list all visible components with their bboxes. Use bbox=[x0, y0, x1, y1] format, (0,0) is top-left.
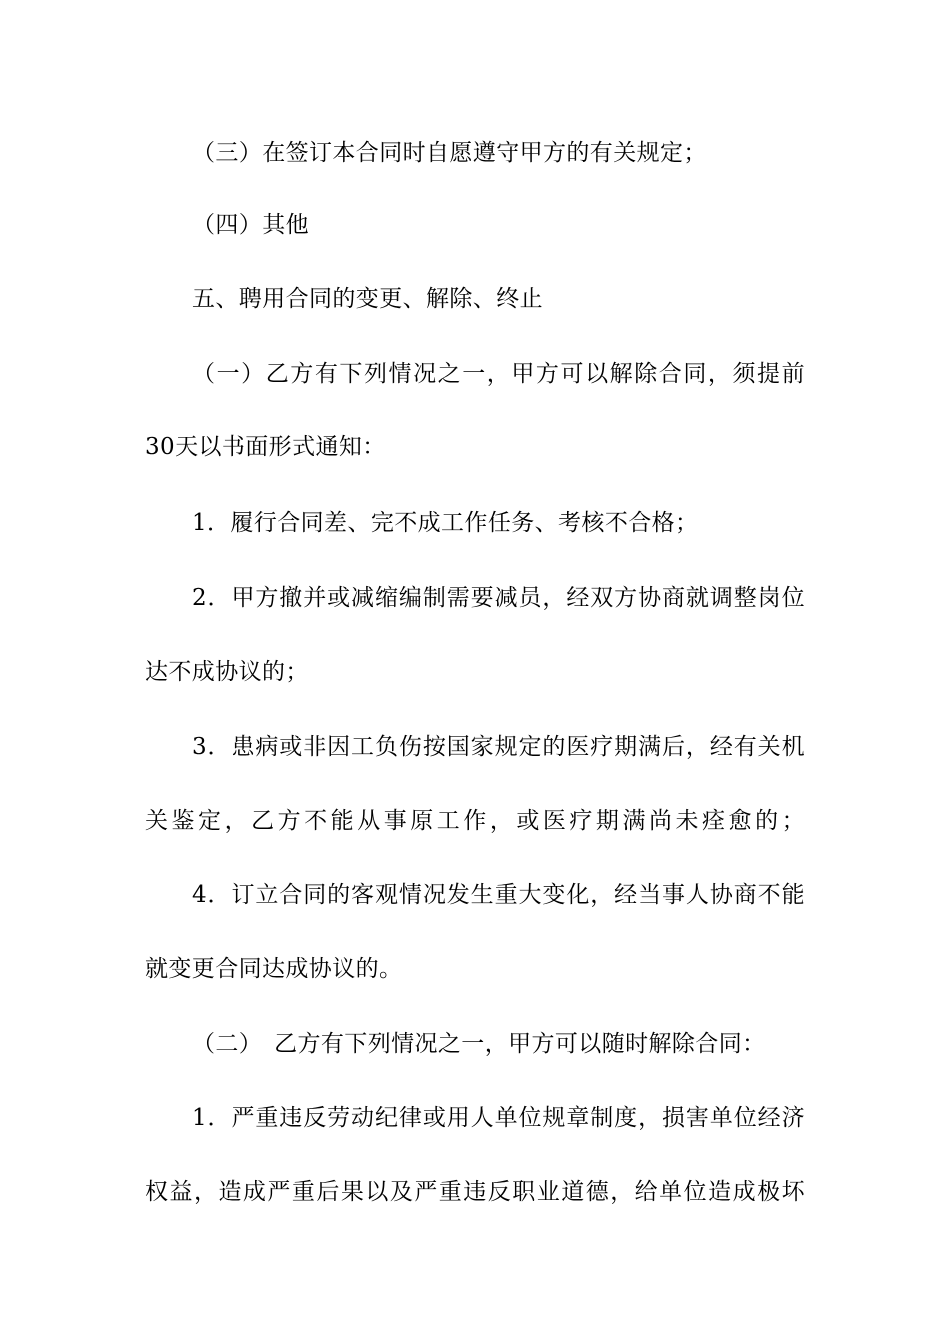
paragraph-line: 关鉴定，乙方不能从事原工作，或医疗期满尚未痊愈的； bbox=[145, 808, 805, 834]
list-item: 3．患病或非因工负伤按国家规定的医疗期满后，经有关机 bbox=[192, 734, 805, 760]
list-item: 1．履行合同差、完不成工作任务、考核不合格； bbox=[192, 510, 699, 536]
paragraph-line: 达不成协议的； bbox=[145, 659, 309, 685]
paragraph-line: 权益，造成严重后果以及严重违反职业道德，给单位造成极坏 bbox=[145, 1179, 805, 1205]
list-item: 2．甲方撤并或减缩编制需要减员，经双方协商就调整岗位 bbox=[192, 585, 805, 611]
list-item: 4．订立合同的客观情况发生重大变化，经当事人协商不能 bbox=[192, 882, 805, 908]
paragraph-line: （三）在签订本合同时自愿遵守甲方的有关规定； bbox=[192, 140, 707, 166]
paragraph-line: （二） 乙方有下列情况之一，甲方可以随时解除合同： bbox=[192, 1031, 766, 1057]
paragraph-line: 30天以书面形式通知： bbox=[145, 434, 386, 460]
section-heading: 五、聘用合同的变更、解除、终止 bbox=[192, 286, 543, 312]
list-item: 1．严重违反劳动纪律或用人单位规章制度，损害单位经济 bbox=[192, 1105, 805, 1131]
paragraph-line: 就变更合同达成协议的。 bbox=[145, 956, 403, 982]
paragraph-line: （一）乙方有下列情况之一，甲方可以解除合同，须提前 bbox=[192, 361, 805, 387]
paragraph-line: （四）其他 bbox=[192, 212, 309, 238]
